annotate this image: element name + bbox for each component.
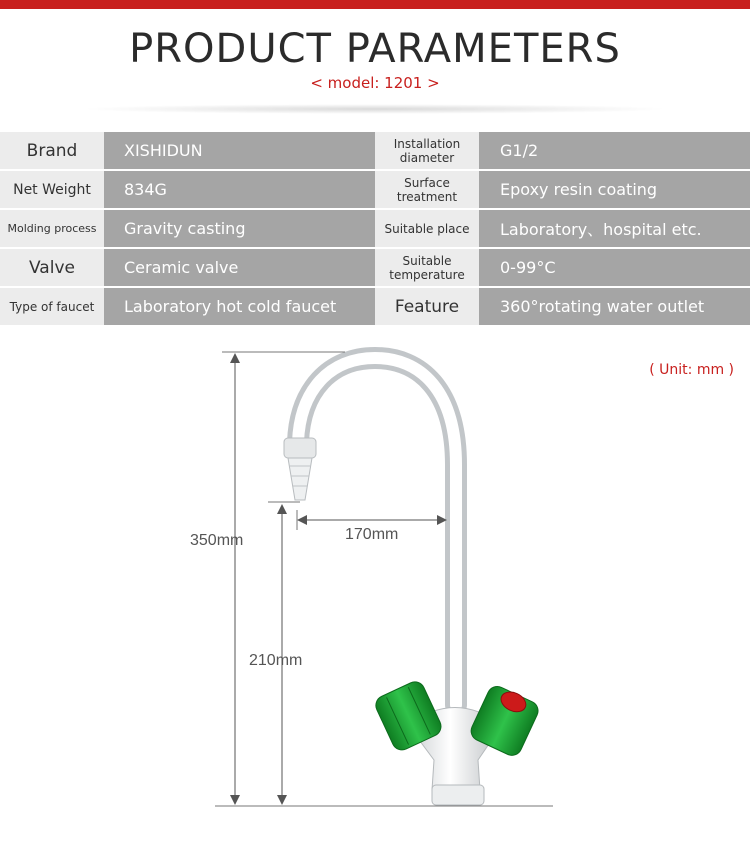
param-label: Molding process xyxy=(0,209,104,248)
param-label: Valve xyxy=(0,248,104,287)
faucet-dimension-diagram xyxy=(0,330,750,843)
title-divider xyxy=(80,104,670,114)
spout-reach-label: 170mm xyxy=(345,526,399,543)
param-value: Laboratory hot cold faucet xyxy=(104,287,375,326)
param-value: Epoxy resin coating xyxy=(479,170,750,209)
param-value: 834G xyxy=(104,170,375,209)
param-label: Installation diameter xyxy=(375,132,479,170)
table-row xyxy=(0,287,750,326)
model-label: < model: 1201 > xyxy=(310,74,440,92)
parameters-table xyxy=(0,132,750,327)
param-label: Suitable temperature xyxy=(375,248,479,287)
table-row xyxy=(0,132,750,170)
param-value: Laboratory、hospital etc. xyxy=(479,209,750,248)
page-title: PRODUCT PARAMETERS xyxy=(129,26,621,72)
param-label: Type of faucet xyxy=(0,287,104,326)
table-row xyxy=(0,209,750,248)
height-total-label: 350mm xyxy=(190,532,244,549)
table-row xyxy=(0,248,750,287)
param-label: Suitable place xyxy=(375,209,479,248)
param-label: Feature xyxy=(375,287,479,326)
unit-note: ( Unit: mm ) xyxy=(649,362,734,378)
table-row xyxy=(0,170,750,209)
spout-nozzle xyxy=(288,458,312,500)
param-value: 360°rotating water outlet xyxy=(479,287,750,326)
param-value: Ceramic valve xyxy=(104,248,375,287)
param-value: 0-99°C xyxy=(479,248,750,287)
param-value: G1/2 xyxy=(479,132,750,170)
param-value: XISHIDUN xyxy=(104,132,375,170)
spout-height-label: 210mm xyxy=(249,652,303,669)
faucet-base xyxy=(432,785,484,805)
param-label: Surface treatment xyxy=(375,170,479,209)
param-value: Gravity casting xyxy=(104,209,375,248)
faucet-image xyxy=(284,358,542,805)
param-label: Net Weight xyxy=(0,170,104,209)
param-label: Brand xyxy=(0,132,104,170)
top-accent-bar xyxy=(0,0,750,9)
spout-nozzle-collar xyxy=(284,438,316,458)
